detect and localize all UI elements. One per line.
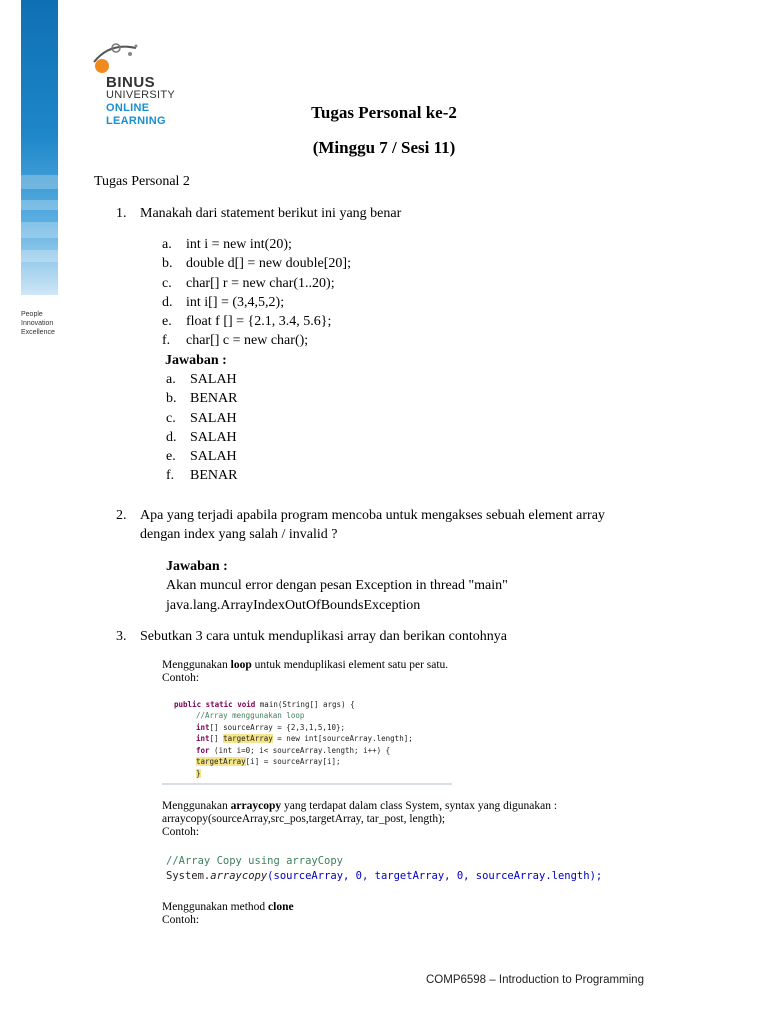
method3-text: [162, 901, 294, 914]
list-item: [162, 274, 351, 293]
option-key: e.: [162, 314, 172, 330]
method2-syntax: arraycopy(sourceArray,src_pos,targetArray, tar_post, length);: [162, 813, 446, 825]
list-item: [162, 312, 351, 331]
binus-logo: [88, 38, 198, 138]
page-footer: COMP6598 – Introduction to Programming: [426, 974, 644, 986]
q1-answers: [166, 370, 237, 486]
method1-pre: Menggunakan: [162, 659, 231, 671]
code-text: main(String[] args) {: [255, 700, 355, 709]
method2-contoh: Contoh:: [162, 826, 200, 838]
q2-text-line1: Apa yang terjadi apabila program mencoba untuk mengakses sebuah element array: [140, 508, 605, 523]
option-key: f.: [162, 333, 171, 349]
method1-post: untuk menduplikasi element satu per satu.: [251, 659, 449, 671]
code-keyword: for: [196, 746, 210, 755]
answer-key: d.: [166, 429, 177, 445]
logo-text: ONLINE: [106, 102, 150, 114]
code-snippet-arraycopy-comment: //Array Copy using arrayCopy: [166, 855, 344, 867]
code-line: [174, 699, 355, 711]
q1-answer-label: Jawaban :: [165, 353, 227, 368]
q2-answer-label: Jawaban :: [166, 559, 228, 574]
option-key: a.: [162, 237, 172, 252]
q2-number: 2.: [116, 508, 127, 523]
option-key: c.: [162, 275, 172, 291]
answer-text: SALAH: [190, 372, 237, 387]
q2-text-line2: dengan index yang salah / invalid ?: [140, 527, 338, 542]
answer-text: SALAH: [190, 429, 237, 445]
code-line: [196, 745, 390, 757]
option-text: char[] r = new char(1..20);: [186, 275, 335, 291]
method3-contoh: Contoh:: [162, 914, 200, 926]
option-text: float f [] = {2.1, 3.4, 5.6};: [186, 314, 332, 330]
q2-answer-line1: Akan muncul error dengan pesan Exception in thread "main": [166, 578, 508, 593]
q1-options: [162, 235, 351, 351]
method3-pre: Menggunakan method: [162, 901, 269, 913]
list-item: [162, 331, 351, 350]
code-highlight: }: [196, 769, 201, 778]
code-text: (int i=0; i< sourceArray.length; i++) {: [209, 746, 391, 755]
option-key: b.: [162, 256, 173, 272]
code-keyword: public static void: [174, 700, 256, 709]
tagline-line: Excellence: [21, 329, 55, 336]
method2-keyword: arraycopy: [230, 800, 282, 812]
code-line: [196, 733, 413, 745]
code-text: (sourceArray, 0, targetArray, 0, sourceArray.length);: [267, 870, 603, 882]
code-text: [] sourceArray = {2,3,1,5,10};: [209, 723, 346, 732]
code-highlight: targetArray: [196, 757, 246, 766]
list-item: [166, 409, 237, 428]
list-item: [166, 428, 237, 447]
code-line: [196, 768, 201, 780]
answer-text: BENAR: [190, 391, 238, 407]
q1-text: Manakah dari statement berikut ini yang benar: [140, 206, 402, 221]
document-title: Tugas Personal ke-2: [311, 103, 457, 122]
list-item: [166, 466, 237, 485]
logo-text: UNIVERSITY: [106, 89, 176, 101]
method1-keyword: loop: [230, 659, 252, 671]
q3-number: 3.: [116, 629, 127, 644]
code-method: arraycopy: [210, 870, 268, 882]
list-item: [166, 447, 237, 466]
method3-keyword: clone: [268, 901, 294, 913]
code-text: []: [209, 734, 224, 743]
answer-text: SALAH: [190, 449, 237, 465]
tagline-line: People: [21, 311, 43, 318]
answer-text: SALAH: [190, 410, 237, 426]
code-highlight: targetArray: [223, 734, 273, 743]
tagline-line: Innovation: [21, 320, 54, 327]
method1-contoh: Contoh:: [162, 672, 200, 684]
option-key: d.: [162, 294, 173, 310]
q2-answer-line2: java.lang.ArrayIndexOutOfBoundsException: [166, 598, 421, 613]
list-item: [166, 389, 237, 408]
answer-key: a.: [166, 372, 176, 387]
answer-key: c.: [166, 410, 176, 426]
intro-text: Tugas Personal 2: [94, 174, 190, 189]
list-item: [162, 293, 351, 312]
code-line: //Array menggunakan loop: [196, 711, 305, 720]
document-subtitle: (Minggu 7 / Sesi 11): [312, 138, 456, 157]
method2-post: yang terdapat dalam class System, syntax yang digunakan :: [281, 800, 558, 812]
code-line: [196, 722, 345, 734]
answer-key: f.: [166, 468, 175, 484]
code-text: = new int[sourceArray.length];: [272, 734, 413, 743]
option-text: int i = new int(20);: [186, 237, 292, 252]
logo-text: BINUS: [106, 74, 156, 91]
tagline: [21, 310, 55, 337]
method2-pre: Menggunakan: [162, 800, 231, 812]
q1-number: 1.: [116, 206, 127, 221]
option-text: char[] c = new char();: [186, 333, 309, 349]
option-text: double d[] = new double[20];: [186, 256, 351, 272]
code-keyword: int: [196, 723, 210, 732]
answer-key: e.: [166, 449, 176, 465]
code-snippet-arraycopy: [166, 869, 602, 884]
logo-mark-icon: [90, 38, 150, 78]
method2-text: [162, 800, 557, 813]
answer-key: b.: [166, 391, 177, 407]
q3-text: Sebutkan 3 cara untuk menduplikasi array dan berikan contohnya: [140, 629, 507, 644]
code-line: [196, 756, 341, 768]
list-item: [162, 235, 351, 254]
code-keyword: int: [196, 734, 210, 743]
logo-text: LEARNING: [106, 115, 166, 127]
code-text: [i] = sourceArray[i];: [245, 757, 341, 766]
list-item: [166, 370, 237, 389]
method1-text: [162, 659, 448, 672]
answer-text: BENAR: [190, 468, 238, 484]
code-text: System.: [166, 870, 211, 882]
list-item: [162, 254, 351, 273]
option-text: int i[] = (3,4,5,2);: [186, 294, 285, 310]
code-snippet-loop: [162, 697, 452, 785]
